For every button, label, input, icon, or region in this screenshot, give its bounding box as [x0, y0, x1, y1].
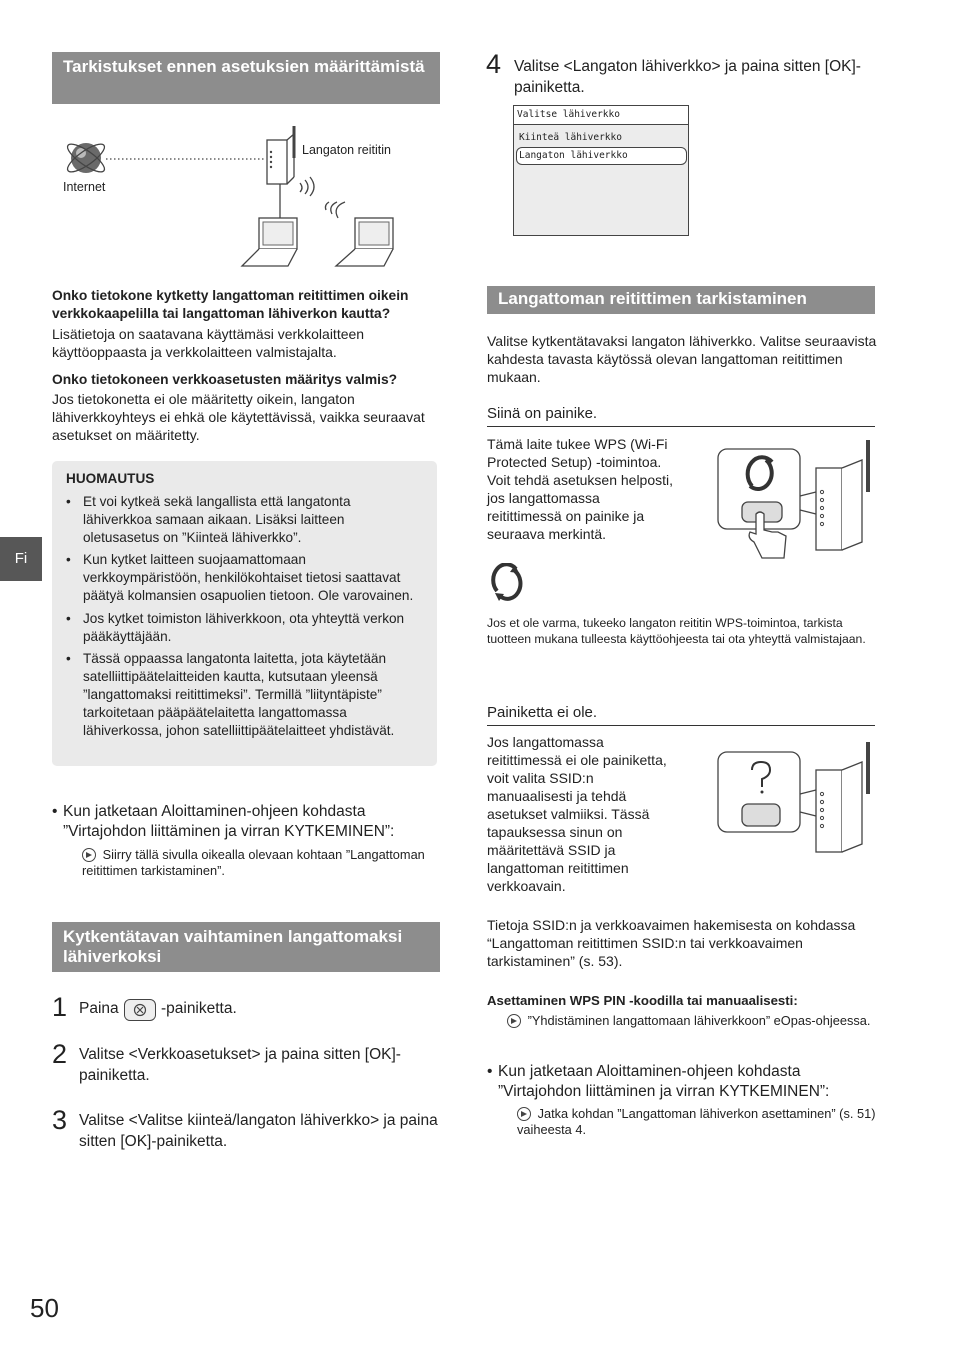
bullet-continue-right	[487, 1062, 877, 1102]
wps-small-note: Jos et ole varma, tukeeko langaton reititin WPS-toimintoa, tarkista tuotteen mukana tulleesta käyttöohjeesta tai ota yhteyttä valmistajaan.	[487, 616, 866, 646]
page-number: 50	[30, 1293, 59, 1323]
menu-key-icon	[124, 999, 156, 1021]
note-item: • Tässä oppaassa langatonta laitetta, jota käytetään satelliittipäätelaitteiden kautta, kutsutaan yleensä ”langattomaksi reitittimeksi”. Termillä ”liityntäpiste” tarkoitetaan pääpäätelaitetta langattomassa lähiverkossa, johon satelliittipäätelaitteet yhdistävät.	[66, 650, 423, 739]
step-1-before: Paina	[79, 1000, 119, 1017]
globe-icon	[64, 140, 108, 177]
step-1-after: -painiketta.	[160, 1000, 237, 1017]
step-number: 1	[52, 992, 68, 1022]
bullet-continue-ref	[62, 847, 442, 879]
lcd-item-wireless: Langaton lähiverkko	[516, 147, 687, 165]
note-title: HUOMAUTUS	[66, 471, 155, 486]
ssid-info: Tietoja SSID:n ja verkkoavaimen hakemisesta on kohdassa “Langattoman reitittimen SSID:n tai verkkoavaimen tarkistaminen” (s. 53).	[487, 917, 856, 969]
no-button-text: Jos langattomassa reitittimessä ei ole painiketta, voit valita SSID:n manuaalisesti ja tehdä asetukset valmiiksi. Tässä tapauksessa sinun on määritettävä SSID ja langattoman reitittimen verkkoavain.	[487, 734, 667, 894]
router-icon	[267, 126, 294, 184]
lcd-item-wired: Kiinteä lähiverkko	[519, 132, 622, 143]
bullet-continue-ref-text: Siirry tällä sivulla oikealla olevaan kohtaan ”Langattoman reitittimen tarkistaminen”.	[82, 847, 425, 878]
note-list	[66, 493, 423, 739]
wps-text: Tämä laite tukee WPS (Wi-Fi Protected Setup) -toimintoa. Voit tehdä asetuksen helposti, jos langattomassa reitittimessä on painike ja seuraava merkintä.	[487, 436, 674, 542]
step-1	[79, 999, 439, 1020]
step-3: Valitse <Valitse kiinteä/langaton lähiverkko> ja paina sitten [OK]-painiketta.	[79, 1112, 438, 1150]
note-box	[52, 461, 437, 766]
laptop-icon-2	[336, 218, 393, 266]
subheading-with-button: Siinä on painike.	[487, 405, 875, 427]
step-2: Valitse <Verkkoasetukset> ja paina sitten [OK]-painiketta.	[79, 1046, 401, 1084]
laptop-icon-1	[242, 218, 297, 266]
bullet-dot: •	[487, 1063, 493, 1080]
wps-mark-icon	[487, 563, 527, 603]
language-tab: Fi	[0, 537, 42, 581]
wps-pin-ref	[487, 1013, 877, 1029]
arrow-right-icon	[517, 1107, 531, 1121]
question-cable: Onko tietokone kytketty langattoman reitittimen oikein verkkokaapelilla tai langattoman lähiverkon kautta?	[52, 288, 409, 321]
step-number: 3	[52, 1105, 68, 1135]
arrow-right-icon	[82, 848, 96, 862]
bullet-continue-right-ref-text: Jatka kohdan ”Langattoman lähiverkon asettaminen” (s. 51) vaiheesta 4.	[517, 1106, 876, 1137]
step-number: 4	[486, 49, 502, 79]
internet-label: Internet	[63, 180, 106, 194]
wps-router-illustration	[716, 436, 876, 566]
section-heading-router-check: Langattoman reitittimen tarkistaminen	[487, 286, 875, 314]
bullet-continue-right-text: Kun jatketaan Aloittaminen-ohjeen kohdasta ”Virtajohdon liittäminen ja virran KYTKEMINEN”:	[498, 1063, 830, 1100]
router-no-button-illustration	[716, 740, 876, 860]
wifi-waves-icon	[300, 177, 345, 218]
note-item: • Jos kytket toimiston lähiverkkoon, ota yhteyttä verkon pääkäyttäjään.	[66, 610, 423, 646]
step-4: Valitse <Langaton lähiverkko> ja paina sitten [OK]-painiketta.	[514, 58, 861, 96]
wps-pin-ref-text: ”Yhdistäminen langattomaan lähiverkkoon” eOpas-ohjeessa.	[527, 1013, 871, 1028]
section-heading-switch: Kytkentätavan vaihtaminen langattomaksi lähiverkoksi	[52, 922, 440, 972]
step-number: 2	[52, 1039, 68, 1069]
question-settings: Onko tietokoneen verkkoasetusten määritys valmis?	[52, 372, 398, 387]
bullet-dot: •	[52, 803, 58, 820]
subheading-no-button: Painiketta ei ole.	[487, 704, 875, 726]
bullet-continue	[52, 802, 442, 842]
answer-cable: Lisätietoja on saatavana käyttämäsi verkkolaitteen käyttöoppaasta ja verkkolaitteen valmistajalta.	[52, 326, 365, 360]
arrow-right-icon	[507, 1014, 521, 1028]
router-label: Langaton reititin	[302, 143, 391, 157]
bullet-continue-right-ref	[497, 1106, 877, 1138]
section-heading-checks: Tarkistukset ennen asetuksien määrittämistä	[52, 52, 440, 104]
answer-settings: Jos tietokonetta ei ole määritetty oikein, langaton lähiverkkoyhteys ei ehkä ole käytettävissä, vaikka seuraavat asetukset on määritetty.	[52, 391, 425, 443]
note-item: • Et voi kytkeä sekä langallista että langatonta lähiverkkoa samaan aikaan. Lisäksi laitteen oletusasetus on ”Kiinteä lähiverkko”.	[66, 493, 423, 546]
lcd-title: Valitse lähiverkko	[514, 106, 688, 125]
intro-text: Valitse kytkentätavaksi langaton lähiverkko. Valitse seuraavista kahdesta tavasta käytössä olevan langattoman reitittimen mukaan.	[487, 333, 877, 385]
bullet-continue-text: Kun jatketaan Aloittaminen-ohjeen kohdasta ”Virtajohdon liittäminen ja virran KYTKEMINEN”:	[63, 803, 395, 840]
lcd-screen	[513, 105, 689, 236]
note-item: • Kun kytket laitteen suojaamattomaan verkkoympäristöön, henkilökohtaiset tietosi saattavat päätyä kolmansien osapuolien tietoon. Ole varovainen.	[66, 551, 423, 604]
wps-pin-title: Asettaminen WPS PIN -koodilla tai manuaalisesti:	[487, 993, 798, 1008]
